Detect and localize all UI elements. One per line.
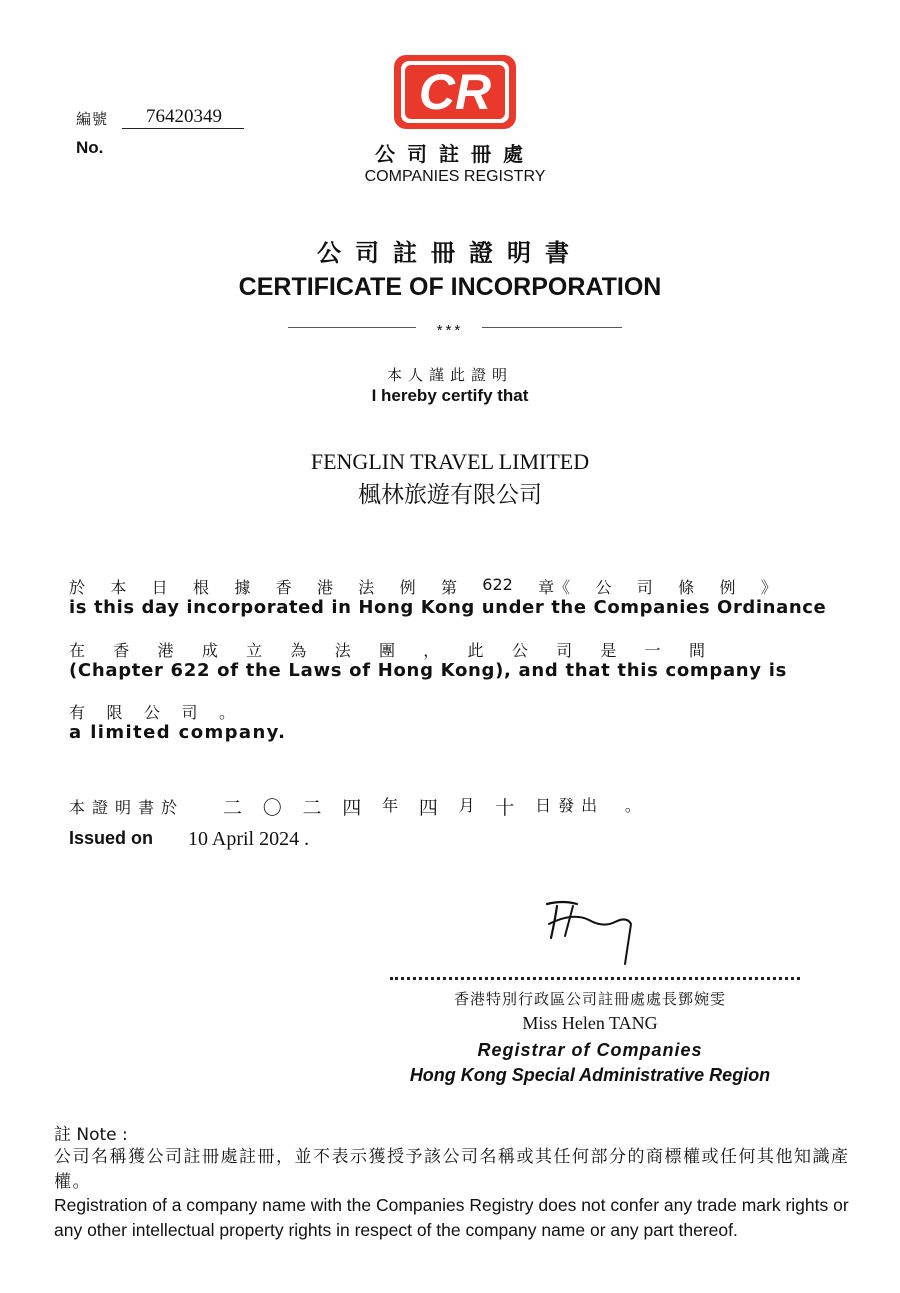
registry-name-en: COMPANIES REGISTRY [364, 168, 546, 185]
date-char: 月 [458, 796, 475, 815]
char: 有 [69, 703, 86, 722]
ornament-stars: *** [436, 322, 464, 339]
char: 公 [595, 578, 612, 597]
date-char: 四 [342, 797, 362, 819]
title-en: CERTIFICATE OF INCORPORATION [238, 273, 662, 301]
registrar-name-en: Miss Helen TANG [522, 1013, 658, 1033]
char: 此 [467, 641, 484, 660]
note-title: 註 Note : [54, 1125, 128, 1145]
date-char: 二 [302, 797, 322, 819]
ornament-rule-left [288, 327, 416, 328]
issued-date-en: 10 April 2024 . [188, 828, 310, 850]
char: 。 [218, 703, 235, 722]
char: 公 [143, 703, 160, 722]
char: 港 [316, 578, 333, 597]
char: 》 [760, 578, 777, 597]
registrar-signature [543, 898, 643, 968]
char: 條 [678, 578, 695, 597]
char: 港 [157, 641, 174, 660]
company-name-zh: 楓林旅遊有限公司 [358, 482, 542, 508]
certify-statement-zh: 本人謹此證明 [386, 366, 513, 384]
char: 日 [151, 578, 168, 597]
char: 法 [334, 641, 351, 660]
char: 於 [69, 578, 86, 597]
char: 例 [399, 578, 416, 597]
char: 為 [290, 641, 307, 660]
companies-registry-logo [392, 53, 518, 131]
company-name-en: FENGLIN TRAVEL LIMITED [310, 449, 590, 474]
title-zh: 公司註冊證明書 [317, 239, 583, 267]
char: 成 [201, 641, 218, 660]
issued-label-zh: 本證明書於 [69, 798, 185, 817]
char: 據 [234, 578, 251, 597]
char: 限 [106, 703, 123, 722]
body-line2-zh [69, 638, 705, 661]
registrar-region: Hong Kong Special Administrative Region [409, 1065, 771, 1085]
char: 根 [192, 578, 209, 597]
registrar-title: Registrar of Companies [477, 1040, 703, 1060]
date-char: 四 [418, 797, 438, 819]
char: 間 [688, 641, 705, 660]
date-char: 年 [382, 796, 399, 815]
date-char: 日發出 [535, 796, 605, 815]
char: 章《 [538, 578, 571, 597]
date-char: 十 [495, 797, 515, 819]
body-line1-zh [69, 575, 777, 598]
char: 司 [556, 641, 573, 660]
char: 團 [378, 641, 395, 660]
date-char: 。 [624, 796, 641, 815]
char: 本 [110, 578, 127, 597]
char: ， [423, 641, 440, 660]
char: 一 [644, 641, 661, 660]
char: 622 [482, 575, 513, 594]
registrar-name-zh: 香港特別行政區公司註冊處處長鄧婉雯 [453, 990, 726, 1008]
body-line1-en: is this day incorporated in Hong Kong under the Companies Ordinance [69, 597, 827, 618]
registry-name-zh: 公司註冊處 [375, 142, 535, 166]
char: 香 [113, 641, 130, 660]
note-text-zh: 公司名稱獲公司註冊處註冊，並不表示獲授予該公司名稱或其任何部分的商標權或任何其他知識產權。 [54, 1147, 850, 1192]
char: 法 [358, 578, 375, 597]
issued-date-zh [223, 793, 641, 820]
char: 第 [440, 578, 457, 597]
certificate-number-value: 76420349 [122, 106, 244, 129]
certify-statement-en: I hereby certify that [371, 386, 529, 405]
logo-text: CR [418, 64, 492, 120]
char: 司 [181, 703, 198, 722]
body-line3-en: a limited company. [69, 722, 287, 743]
issued-label-en: Issued on [69, 828, 154, 848]
char: 香 [275, 578, 292, 597]
char: 司 [636, 578, 653, 597]
char: 是 [600, 641, 617, 660]
ornament-rule-right [482, 327, 622, 328]
signature-line [390, 977, 800, 983]
date-char: 〇 [262, 797, 282, 819]
char: 例 [719, 578, 736, 597]
note-text-en: Registration of a company name with the Companies Registry does not confer any trade mark rights or any other intellectual property rights in respect of the company name or any part thereof. [54, 1195, 849, 1240]
char: 在 [69, 641, 86, 660]
certificate-number-label-en: No. [76, 138, 104, 157]
char: 立 [246, 641, 263, 660]
certificate-number-label-zh: 編號 [76, 110, 109, 128]
body-line3-zh [69, 700, 235, 723]
body-line2-en: (Chapter 622 of the Laws of Hong Kong), and that this company is [69, 660, 787, 681]
char: 公 [511, 641, 528, 660]
date-char: 二 [223, 797, 243, 819]
